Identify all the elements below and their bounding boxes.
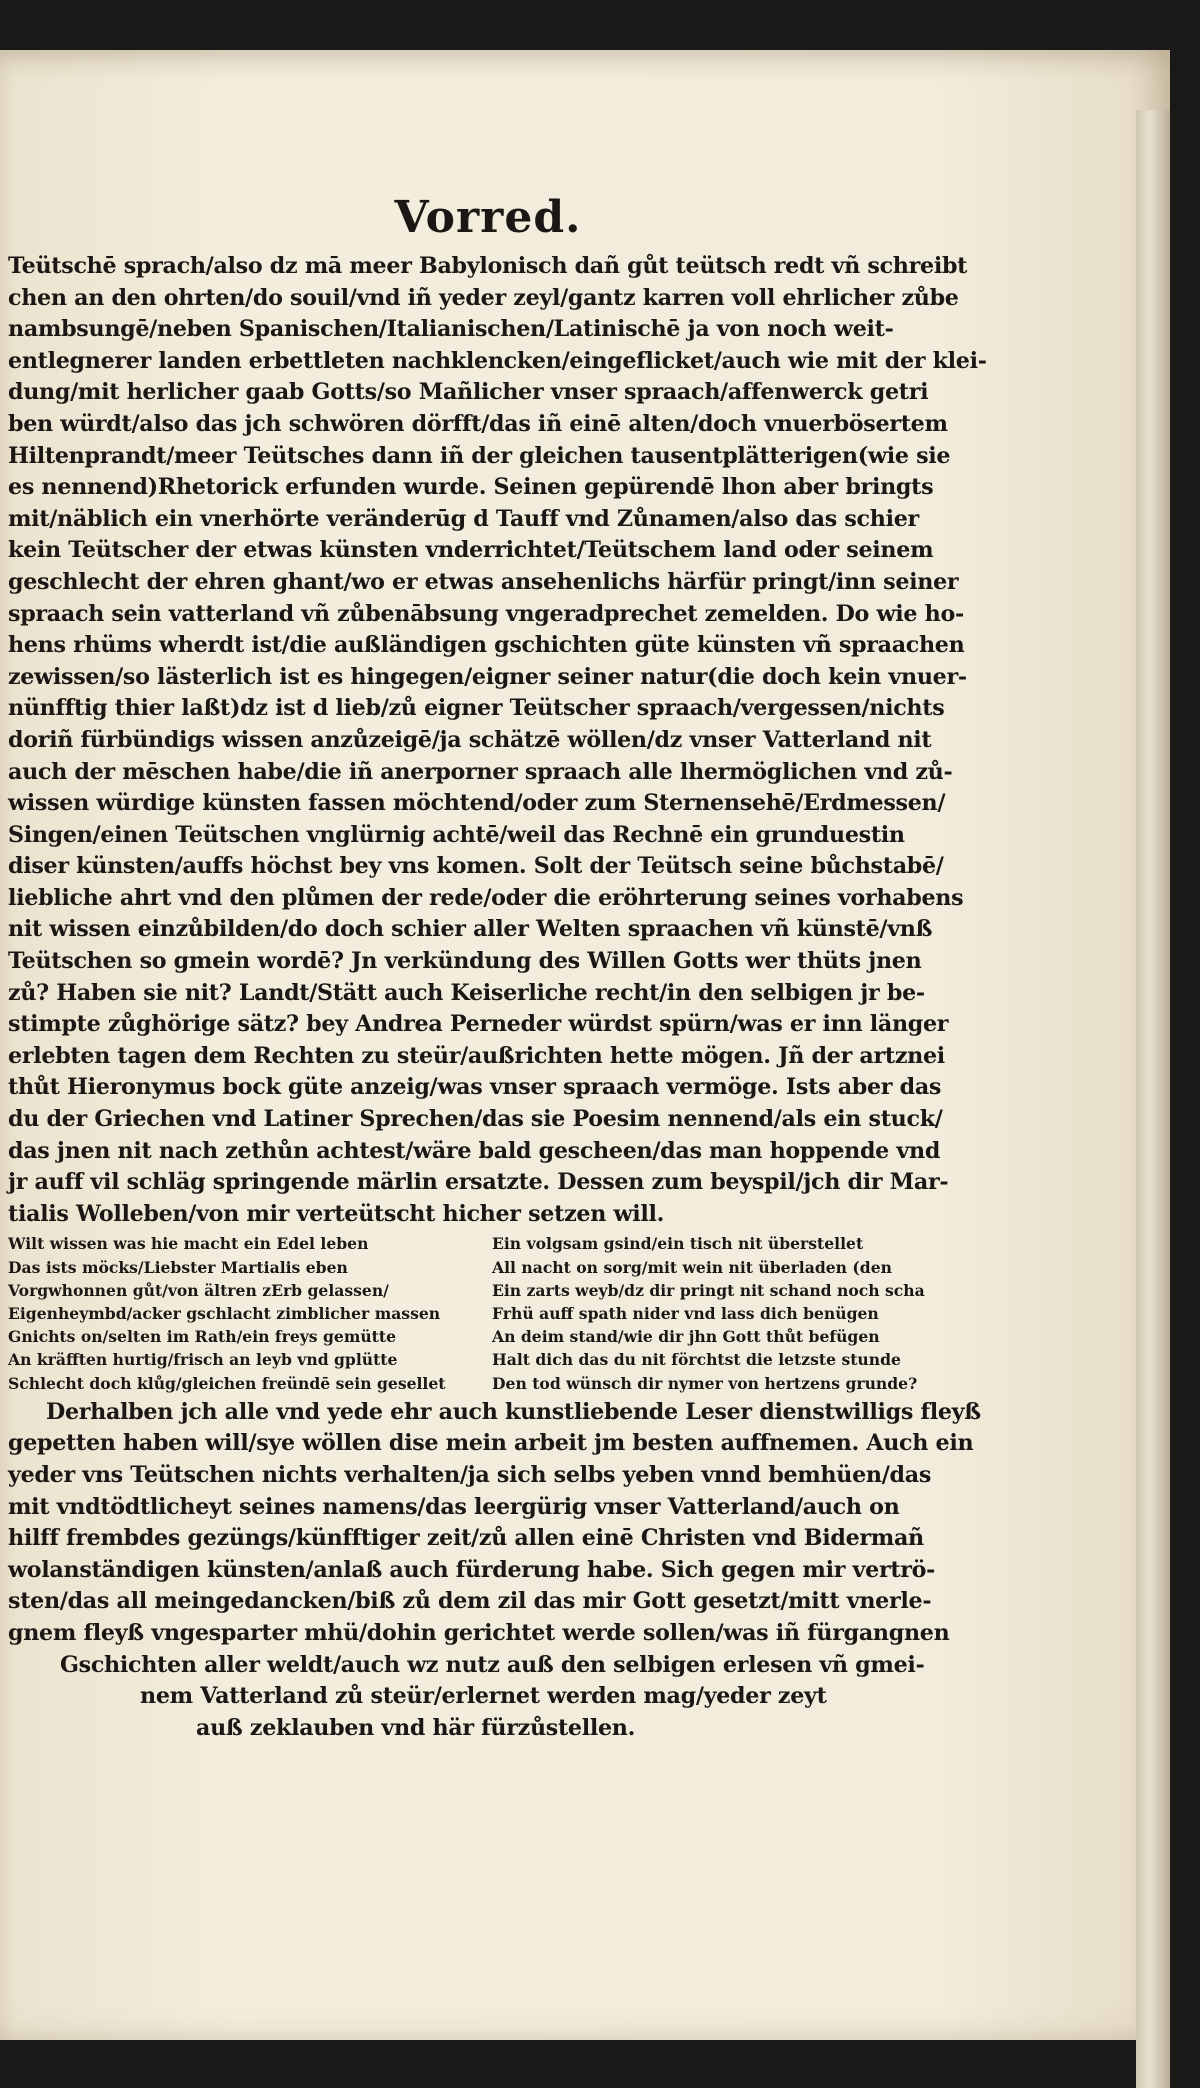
text-line: nambsungē/neben Spanischen/Italianischen/Latinischē ja von noch weit- [8, 316, 894, 343]
page-text [8, 192, 987, 1744]
text-line: jr auff vil schläg springende märlin ersatzte. Dessen zum beyspil/jch dir Mar- [8, 1169, 949, 1196]
text-line: Wilt wissen was hie macht ein Edel leben [8, 1234, 369, 1254]
text-line: mit vndtödtlicheyt seines namens/das leergürig vnser Vatterland/auch on [8, 1493, 900, 1520]
text-line: es nennend)Rhetorick erfunden wurde. Seinen gepürendē lhon aber bringts [8, 474, 934, 501]
text-line: mit/näblich ein vnerhörte veränderūg d Tauff vnd Zůnamen/also das schier [8, 505, 919, 532]
closing-block [8, 1397, 981, 1745]
text-line: Gnichts on/selten im Rath/ein freys gemütte [8, 1327, 396, 1347]
text-line: Vorgwhonnen gůt/von ältren zErb gelassen/ [8, 1280, 389, 1300]
text-line: Derhalben jch alle vnd yede ehr auch kunstliebende Leser dienstwilligs fleyß [46, 1398, 981, 1425]
verse-block [8, 1232, 968, 1394]
text-line: zů? Haben sie nit? Landt/Stätt auch Keiserliche recht/in den selbigen jr be- [8, 979, 925, 1006]
text-line: wissen würdige künsten fassen möchtend/oder zum Sternensehē/Erdmessen/ [8, 790, 946, 817]
text-line: Den tod wünsch dir nymer von hertzens grunde? [492, 1373, 918, 1393]
verse-column-right [492, 1232, 962, 1394]
text-line: doriñ fürbündigs wissen anzůzeigē/ja schätzē wöllen/dz vnser Vatterland nit [8, 726, 932, 753]
text-line: auß zeklauben vnd här fürzůstellen. [196, 1714, 636, 1741]
page-edge [1136, 110, 1170, 2088]
text-line: erlebten tagen dem Rechten zu steür/außrichten hette mögen. Jñ der artznei [8, 1042, 945, 1069]
text-line: nit wissen einzůbilden/do doch schier aller Welten spraachen vñ künstē/vnß [8, 916, 933, 943]
text-line: das jnen nit nach zethůn achtest/wäre bald gescheen/das man hoppende vnd [8, 1137, 941, 1164]
text-line: Eigenheymbd/acker gschlacht zimblicher massen [8, 1304, 441, 1324]
text-line: tialis Wolleben/von mir verteütscht hicher setzen will. [8, 1200, 665, 1227]
text-line: hilff frembdes gezüngs/künfftiger zeit/zů allen einē Christen vnd Bidermañ [8, 1525, 924, 1552]
prose-block [8, 251, 987, 1230]
text-line: Gschichten aller weldt/auch wz nutz auß den selbigen erlesen vñ gmei- [60, 1651, 925, 1678]
text-line: Halt dich das du nit förchtst die letzste stunde [492, 1350, 901, 1370]
text-line: thůt Hieronymus bock güte anzeig/was vnser spraach vermöge. Ists aber das [8, 1074, 942, 1101]
text-line: Das ists möcks/Liebster Martialis eben [8, 1257, 348, 1277]
text-line: yeder vns Teütschen nichts verhalten/ja sich selbs yeben vnnd bemhüen/das [8, 1462, 932, 1489]
text-line: Frhü auff spath nider vnd lass dich benügen [492, 1304, 879, 1324]
text-line: Schlecht doch klůg/gleichen freündē sein gesellet [8, 1373, 446, 1393]
text-line: stimpte zůghörige sätz? bey Andrea Perneder würdst spürn/was er inn länger [8, 1011, 949, 1038]
text-line: gnem fleyß vngesparter mhü/dohin gerichtet werde sollen/was iñ fürgangnen [8, 1619, 950, 1646]
text-line: Teütschē sprach/also dz mā meer Babylonisch dañ gůt teütsch redt vñ schreibt [8, 253, 968, 279]
text-line: liebliche ahrt vnd den plůmen der rede/oder die eröhrterung seines vorhabens [8, 884, 964, 911]
page-title: Vorred. [394, 192, 582, 243]
text-line: nünfftig thier laßt)dz ist d lieb/zů eigner Teütscher spraach/vergessen/nichts [8, 695, 945, 722]
text-line: zewissen/so lästerlich ist es hingegen/eigner seiner natur(die doch kein vnuer- [8, 663, 967, 690]
text-line: entlegnerer landen erbettleten nachklencken/eingeflicket/auch wie mit der klei- [8, 347, 987, 374]
text-line: spraach sein vatterland vñ zůbenābsung vngeradprechet zemelden. Do wie ho- [8, 600, 964, 627]
text-line: Ein zarts weyb/dz dir pringt nit schand noch scha [492, 1280, 925, 1300]
text-line: An deim stand/wie dir jhn Gott thůt befügen [492, 1327, 880, 1347]
text-line: sten/das all meingedancken/biß zů dem zil das mir Gott gesetzt/mitt vnerle- [8, 1588, 932, 1615]
text-line: nem Vatterland zů steür/erlernet werden mag/yeder zeyt [140, 1683, 827, 1710]
text-line: wolanständigen künsten/anlaß auch fürderung habe. Sich gegen mir vertrö- [8, 1556, 936, 1583]
text-line: Singen/einen Teütschen vnglürnig achtē/weil das Rechnē ein grunduestin [8, 821, 905, 848]
text-line: Teütschen so gmein wordē? Jn verkündung des Willen Gotts wer thüts jnen [8, 948, 922, 975]
text-line: hens rhüms wherdt ist/die außländigen gschichten güte künsten vñ spraachen [8, 632, 965, 659]
text-line: dung/mit herlicher gaab Gotts/so Mañlicher vnser spraach/affenwerck getri [8, 379, 929, 406]
text-line: geschlecht der ehren ghant/wo er etwas ansehenlichs härfür pringt/inn seiner [8, 568, 959, 595]
text-line: chen an den ohrten/do souil/vnd iñ yeder zeyl/gantz karren voll ehrlicher zůbe [8, 284, 959, 311]
text-line: du der Griechen vnd Latiner Sprechen/das sie Poesim nennend/als ein stuck/ [8, 1106, 943, 1133]
text-line: Ein volgsam gsind/ein tisch nit überstellet [492, 1234, 864, 1254]
text-line: All nacht on sorg/mit wein nit überladen (den [492, 1257, 892, 1277]
text-line: auch der mēschen habe/die iñ anerporner spraach alle lhermöglichen vnd zů- [8, 758, 953, 785]
book-page [0, 50, 1170, 2040]
text-line: gepetten haben will/sye wöllen dise mein arbeit jm besten auffnemen. Auch ein [8, 1430, 974, 1457]
text-line: kein Teütscher der etwas künsten vnderrichtet/Teütschem land oder seinem [8, 537, 934, 564]
text-line: An kräfften hurtig/frisch an leyb vnd gplütte [8, 1350, 398, 1370]
verse-column-left [8, 1232, 478, 1394]
text-line: diser künsten/auffs höchst bey vns komen. Solt der Teütsch seine bůchstabē/ [8, 853, 944, 880]
text-line: ben würdt/also das jch schwören dörfft/das iñ einē alten/doch vnuerbösertem [8, 410, 948, 437]
text-line: Hiltenprandt/meer Teütsches dann iñ der gleichen tausentplätterigen(wie sie [8, 442, 951, 469]
